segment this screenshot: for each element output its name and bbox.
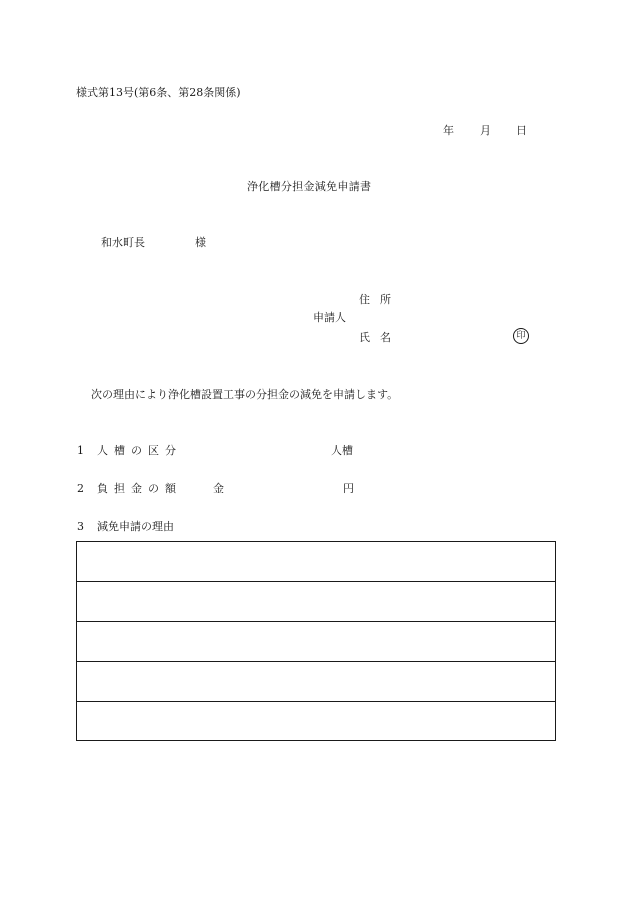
- addressee-name: 和水町長: [101, 236, 145, 249]
- reason-row[interactable]: [77, 662, 555, 702]
- reason-row[interactable]: [77, 542, 555, 582]
- form-number: 様式第13号(第6条、第28条関係): [76, 86, 241, 99]
- item-number: 2: [77, 482, 84, 495]
- contribution-amount-label: 負担金の額: [97, 482, 182, 495]
- date-day-label: 日: [516, 124, 527, 137]
- tank-capacity-unit: 人槽: [331, 444, 353, 457]
- item-number: 1: [77, 444, 84, 457]
- reason-row[interactable]: [77, 622, 555, 662]
- application-statement: 次の理由により浄化槽設置工事の分担金の減免を申請します。: [91, 388, 399, 401]
- date-month-label: 月: [480, 124, 491, 137]
- applicant-label: 申請人: [313, 311, 346, 324]
- document-title: 浄化槽分担金減免申請書: [247, 180, 372, 193]
- reason-row[interactable]: [77, 702, 555, 742]
- reason-table: [76, 541, 556, 741]
- item-number: 3: [77, 520, 84, 533]
- amount-prefix: 金: [213, 482, 224, 495]
- date-year-label: 年: [443, 124, 454, 137]
- amount-unit: 円: [343, 482, 354, 495]
- addressee-honorific: 様: [195, 236, 206, 249]
- tank-capacity-label: 人槽の区分: [97, 444, 182, 457]
- seal-icon: 印: [513, 328, 529, 344]
- reduction-reason-label: 減免申請の理由: [97, 520, 174, 533]
- applicant-address-label: 住所: [359, 293, 401, 306]
- applicant-name-label: 氏名: [359, 331, 401, 344]
- reason-row[interactable]: [77, 582, 555, 622]
